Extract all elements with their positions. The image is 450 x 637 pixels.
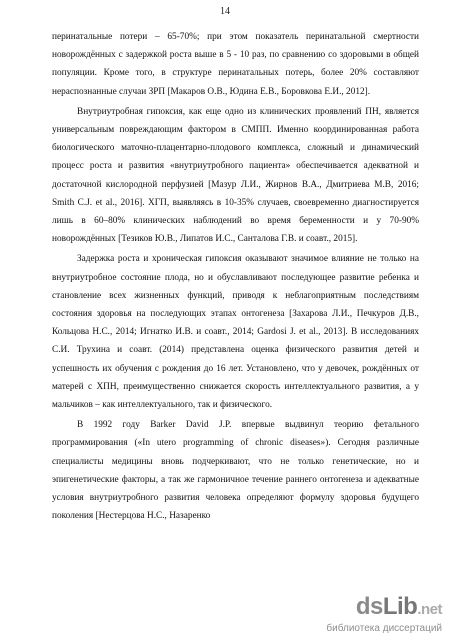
watermark-logo-ds: ds: [355, 593, 383, 620]
watermark-tagline: библиотека диссертаций: [326, 623, 442, 634]
page-number: 14: [220, 6, 230, 17]
paragraph-1: перинатальные потери – 65-70%; при этом показатель перинатальной смертности новорождённых с задержкой роста выше в 5 - 10 раз, по сравнению со здоровыми в общей популяции. Кроме того, в структуре перинатальных потерь, более 20% составляют нераспознанные случаи ЗРП [Макаров О.В., Юдина Е.В., Боровкова Е.И., 2012].: [52, 32, 419, 97]
document-body: [52, 28, 419, 525]
paragraph-2: Внутриутробная гипоксия, как еще одно из клинических проявлений ПН, является универсальным повреждающим фактором в СМПП. Именно координированная работа биологического маточно-плацентарно-плодового комплекса, сложный и динамический процесс роста и развития «внутриутробного пациента» обеспечивается адекватной и достаточной кислородной перфузией [Мазур Л.И., Жирнов В.А., Дмитриева М.В, 2016; Smith C.J. et al., 2016]. ХГП, выявляясь в 10-35% случаев, своевременно диагностируется лишь в 60–80% клинических наблюдений во время беременности и у 70-90% новорождённых [Тезиков Ю.В., Липатов И.С., Санталова Г.В. и соавт., 2015].: [52, 106, 419, 245]
watermark-logo: [326, 595, 442, 622]
paragraph-3: Задержка роста и хроническая гипоксия оказывают значимое влияние не только на внутриутробное состояние плода, но и обуславливают последующее развитие ребенка и становление всех жизненных функций, приводя к неблагоприятным последствиям состояния здоровья на последующих этапах онтогенеза [Захарова Л.И., Печкуров Д.В., Кольцова Н.С., 2014; Игнатко И.В. и соавт., 2014; Gardosi J. et al., 2013]. В исследованиях С.И. Трухина и соавт. (2014) представлена оценка физического развития детей и успешность их обучения с рождения до 16 лет. Установлено, что у девочек, рождённых от матерей с ХПН, преимущественно снижается скорость интеллектуального развития, а у мальчиков – как интеллектуального, так и физического.: [52, 254, 419, 411]
watermark-logo-domain: .net: [417, 601, 442, 618]
watermark: [326, 595, 442, 635]
watermark-logo-lib: Lib: [382, 593, 418, 620]
paragraph-4: В 1992 году Barker David J.P. впервые выдвинул теорию фетального программирования («In utero programming of chronic diseases»). Сегодня различные специалисты медицины вновь подчеркивают, что не только генетические, но и эпигенетические факторы, а так же гармоничное течение раннего онтогенеза и адекватные условия внутриутробного развития человека определяют формулу здоровья будущего поколения [Нестерцова Н.С., Назаренко: [52, 420, 419, 522]
